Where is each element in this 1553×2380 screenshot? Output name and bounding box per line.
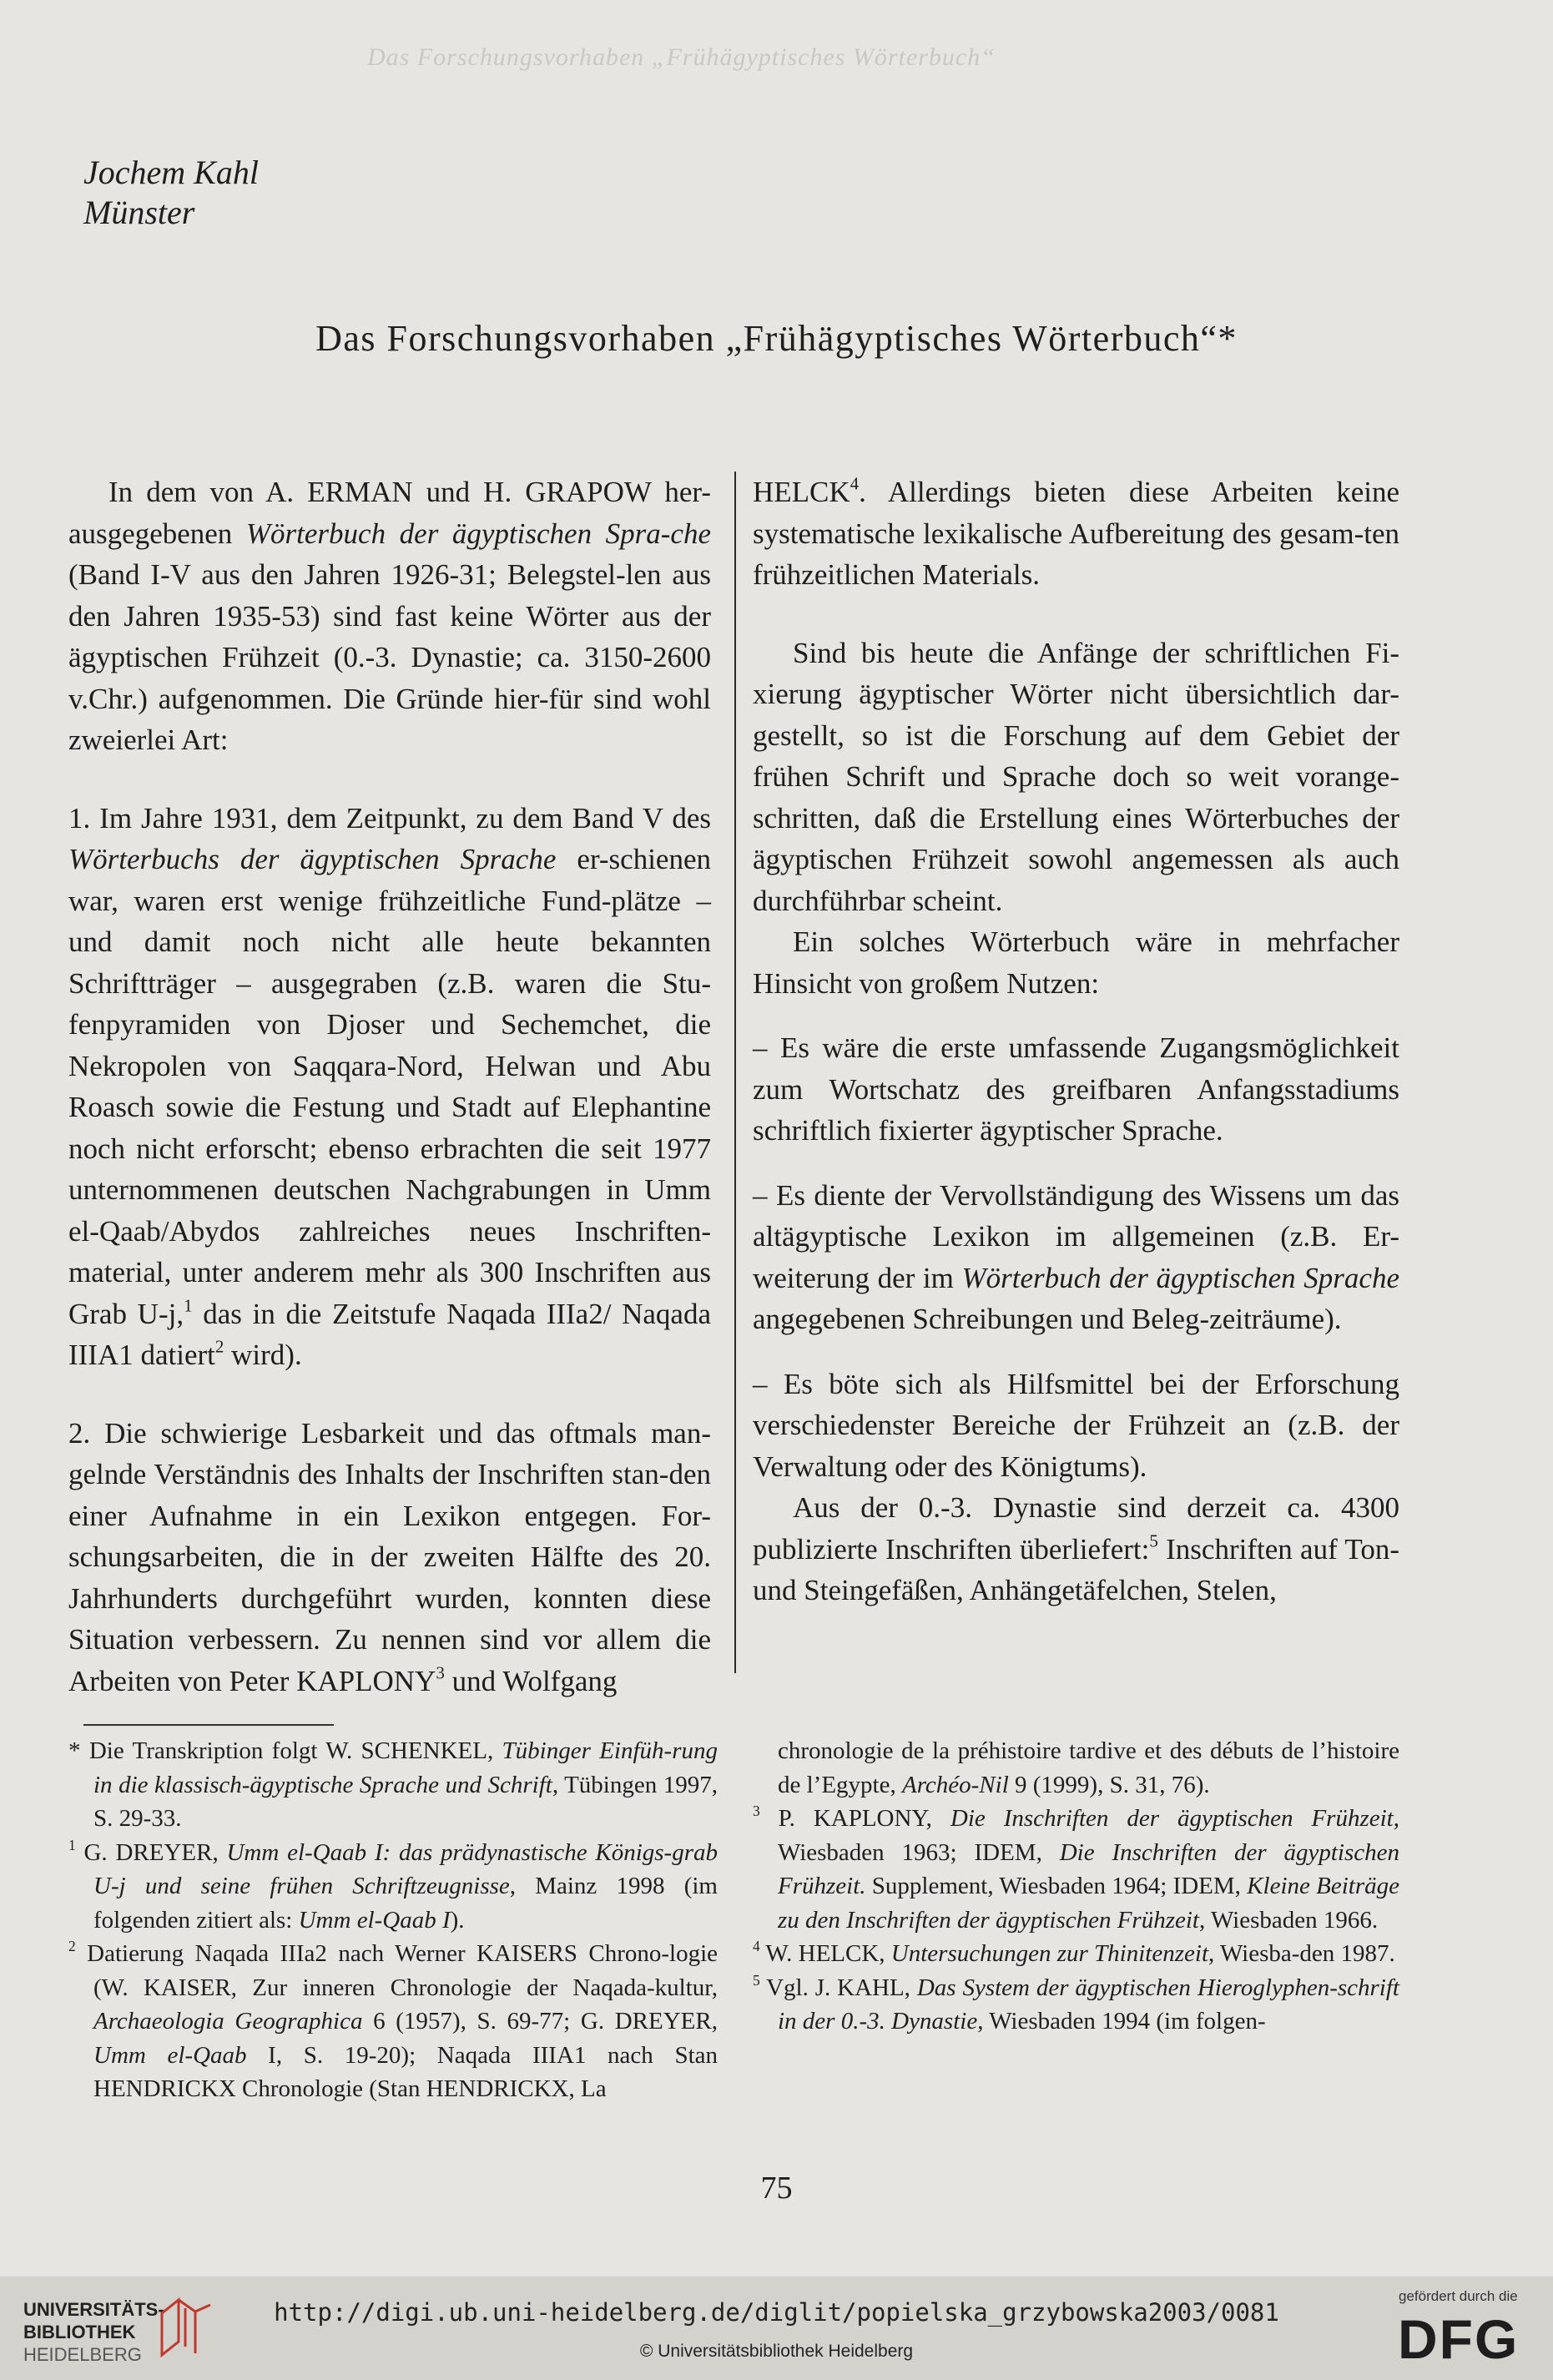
footnotes-right <box>753 1734 1399 2039</box>
italic-title: Das System der ägyptischen Hieroglyphen-schrift in der 0.-3. Dynastie <box>778 1974 1399 2035</box>
footnote <box>753 1802 1399 1937</box>
right-column <box>753 471 1399 1611</box>
text-run: P. KAPLONY, <box>759 1805 950 1832</box>
text-run: W. HELCK, <box>759 1940 891 1967</box>
text-run: , Wiesbaden 1963; IDEM, <box>778 1805 1399 1866</box>
text-run: 1. Im Jahre 1931, dem Zeitpunkt, zu dem Band V des <box>68 801 711 835</box>
viewer-footer <box>0 2277 1553 2380</box>
paragraph <box>753 1175 1399 1340</box>
text-run: – Es diente der Vervollständigung des Wissens um das altägyptische Lexikon im allgemeinen (z.B. Er-weiterung der im <box>753 1178 1399 1294</box>
footnote <box>68 1937 718 2106</box>
text-run: und Wolfgang <box>444 1664 618 1697</box>
italic-title: Untersuchungen zur Thinitenzeit <box>890 1940 1208 1967</box>
footnote-continuation <box>753 1734 1399 1802</box>
text-run: , Wiesbaden 1994 (im folgen- <box>977 2008 1266 2035</box>
dfg-logo-icon <box>1398 2310 1533 2365</box>
text-run: HELCK <box>753 476 850 508</box>
footnote <box>753 1937 1399 1971</box>
italic-title: Tübinger Einfüh-rung in die klassisch-ägyptische Sprache und Schrift <box>93 1737 718 1798</box>
footnote-ref[interactable]: 5 <box>1149 1530 1158 1551</box>
text-run: Datierung Naqada IIIa2 nach Werner KAISERS Chrono-logie (W. KAISER, Zur inneren Chronologie der Naqada-kultur, <box>75 1940 718 2001</box>
text-run: , Mainz 1998 (im folgenden zitiert als: <box>93 1873 718 1934</box>
text-run: 6 (1957), S. 69-77; G. DREYER, <box>362 2008 718 2035</box>
italic-title: Die Inschriften der ägyptischen Frühzeit <box>950 1805 1394 1832</box>
column-divider <box>734 471 736 1673</box>
text-run: er-schienen war, waren erst wenige frühzeitliche Fund-plätze – und damit noch nicht alle heute bekannten Schriftträger – ausgegraben (z.B. waren die Stu-fenpyramiden von Djoser und Sechemchet, die Nekropolen von Saqqara-Nord, Helwan und Abu Roasch sowie die Festung und Stadt auf Elephantine noch nicht erforscht; ebenso erbrachten die seit 1977 unternommenen deutschen Nachgrabungen in Umm el-Qaab/Abydos zahlreiches neues Inschriften-material, unter anderem mehr als 300 Inschriften aus Grab U-j, <box>68 843 711 1330</box>
paragraph <box>68 1413 711 1702</box>
footnote <box>68 1836 718 1938</box>
footnote-mark: * <box>68 1737 81 1764</box>
footnote-mark: 5 <box>753 1971 760 1989</box>
author-name: Jochem Kahl <box>83 154 259 191</box>
text-run: , Wiesba-den 1987. <box>1208 1940 1395 1967</box>
italic-title: Wörterbuchs der ägyptischen Sprache <box>68 843 557 875</box>
library-line: UNIVERSITÄTS- <box>23 2299 164 2320</box>
bleed-through-header: Das Forschungsvorhaben „Frühägyptisches Wörterbuch“ <box>367 43 996 71</box>
footnote-mark: 1 <box>68 1836 76 1853</box>
footnotes-left <box>68 1734 718 2106</box>
text-run: Supplement, Wiesbaden 1964; IDEM, <box>865 1873 1248 1899</box>
left-column <box>68 471 711 1702</box>
paragraph <box>753 1487 1399 1611</box>
text-run: . Allerdings bieten diese Arbeiten keine systematische lexikalische Aufbereitung des gesam-ten frühzeitlichen Materials. <box>753 476 1399 591</box>
italic-title: Wörterbuch der ägyptischen Spra-che <box>245 517 711 550</box>
article-title: Das Forschungsvorhaben „Frühägyptisches Wörterbuch“* <box>315 318 1238 359</box>
copyright-notice: © Universitätsbibliothek Heidelberg <box>639 2342 914 2361</box>
text-run: In dem von A. ERMAN und H. GRAPOW her-ausgegebenen <box>68 476 711 550</box>
footnote-mark: 4 <box>753 1937 760 1954</box>
text-run: , Tübingen 1997, S. 29-33. <box>93 1771 719 1832</box>
page-number: 75 <box>760 2171 793 2206</box>
dfg-logo-text: DFG <box>1398 2310 1520 2365</box>
author-block <box>83 153 259 233</box>
paragraph: Sind bis heute die Anfänge der schriftlichen Fi-xierung ägyptischer Wörter nicht übersichtlich dar-gestellt, so ist die Forschung auf dem Gebiet der frühen Schrift und Sprache doch so weit vorange-schritten, daß die Erstellung eines Wörterbuches der ägyptischen Frühzeit sowohl angemessen als auch durchführbar scheint. <box>753 636 1399 917</box>
paragraph <box>753 471 1399 596</box>
text-run: I, S. 19-20); Naqada IIIA1 nach Stan HENDRICKX Chronologie (Stan HENDRICKX, La <box>93 2041 718 2102</box>
paragraph <box>68 798 711 1376</box>
italic-title: Archéo-Nil <box>901 1771 1009 1798</box>
paragraph: Ein solches Wörterbuch wäre in mehrfacher Hinsicht von großem Nutzen: <box>753 925 1399 1000</box>
text-run: (Band I-V aus den Jahren 1926-31; Belegstel-len aus den Jahren 1935-53) sind fast keine Wörter aus der ägyptischen Frühzeit (0.-3. Dynastie; ca. 3150-2600 v.Chr.) aufgenommen. Die Gründe hier-für sind wohl zweierlei Art: <box>68 558 711 756</box>
source-url-link[interactable]: http://digi.ub.uni-heidelberg.de/diglit/popielska_grzybowska2003/0081 <box>274 2298 1279 2327</box>
italic-title: Umm el-Qaab <box>93 2041 247 2069</box>
text-run: das in die Zeitstufe Naqada IIIa2/ Naqada IIIA1 datiert <box>68 1297 711 1371</box>
italic-title: Kleine Beiträge zu den Inschriften der ägyptischen Frühzeit <box>778 1873 1399 1934</box>
footnote-ref[interactable]: 4 <box>850 473 860 494</box>
footnote-ref[interactable]: 2 <box>214 1336 224 1357</box>
footnote-rule <box>83 1724 334 1726</box>
paragraph <box>68 471 711 761</box>
text-run: , Wiesbaden 1966. <box>1199 1906 1379 1934</box>
italic-title: Wörterbuch der ägyptischen Sprache <box>961 1261 1399 1294</box>
text-run: Die Transkription folgt W. SCHENKEL, <box>80 1737 502 1764</box>
italic-title: Die Inschriften der ägyptischen Frühzeit. <box>778 1838 1400 1899</box>
footnote-mark: 3 <box>753 1802 760 1819</box>
text-run: Aus der 0.-3. Dynastie sind derzeit ca. 4300 publizierte Inschriften überliefert: <box>753 1491 1399 1566</box>
library-line: HEIDELBERG <box>23 2344 142 2365</box>
author-place: Münster <box>83 194 195 231</box>
text-run: Inschriften auf Ton- und Steingefäßen, Anhängetäfelchen, Stelen, <box>753 1532 1399 1606</box>
paragraph: – Es böte sich als Hilfsmittel bei der Erforschung verschiedenster Bereiche der Frühzeit an (z.B. der Verwaltung oder des Königtums). <box>753 1367 1399 1483</box>
footnote-mark: 2 <box>68 1937 76 1954</box>
text-run: G. DREYER, <box>75 1838 227 1866</box>
footnote <box>753 1971 1399 2039</box>
text-run: wird). <box>224 1339 302 1371</box>
text-run: 2. Die schwierige Lesbarkeit und das oftmals man-gelnde Verständnis des Inhalts der Inschriften stan-den einer Aufnahme in ein Lexikon entgegen. For-schungsarbeiten, die in der zweiten Hälfte des 20. Jahrhunderts durchgeführt wurden, konnten diese Situation verbessern. Zu nennen sind vor allem die Arbeiten von Peter KAPLONY <box>68 1416 711 1697</box>
text-run: angegebenen Schreibungen und Beleg-zeiträume). <box>753 1303 1342 1335</box>
text-run: chronologie de la préhistoire tardive et des débuts de l’histoire de l’Egypte, <box>778 1737 1399 1798</box>
text-run: Vgl. J. KAHL, <box>759 1974 917 2001</box>
funding-label: gefördert durch die <box>1399 2288 1518 2304</box>
footnote-ref[interactable]: 3 <box>436 1661 445 1682</box>
footnote-ref[interactable]: 1 <box>184 1294 193 1315</box>
footnote <box>68 1734 718 1836</box>
paragraph: – Es wäre die erste umfassende Zugangsmöglichkeit zum Wortschatz des greifbaren Anfangsstadiums schriftlich fixierter ägyptischer Sprache. <box>753 1031 1399 1147</box>
text-run: 9 (1999), S. 31, 76). <box>1008 1771 1210 1798</box>
italic-title: Umm el-Qaab I <box>298 1906 451 1934</box>
text-run: ). <box>450 1906 465 1934</box>
library-line: BIBLIOTHEK <box>23 2322 136 2342</box>
italic-title: Archaeologia Geographica <box>93 2008 363 2035</box>
italic-title: Umm el-Qaab I: das prädynastische Königs-grab U-j und seine frühen Schriftzeugnisse <box>93 1838 718 1899</box>
